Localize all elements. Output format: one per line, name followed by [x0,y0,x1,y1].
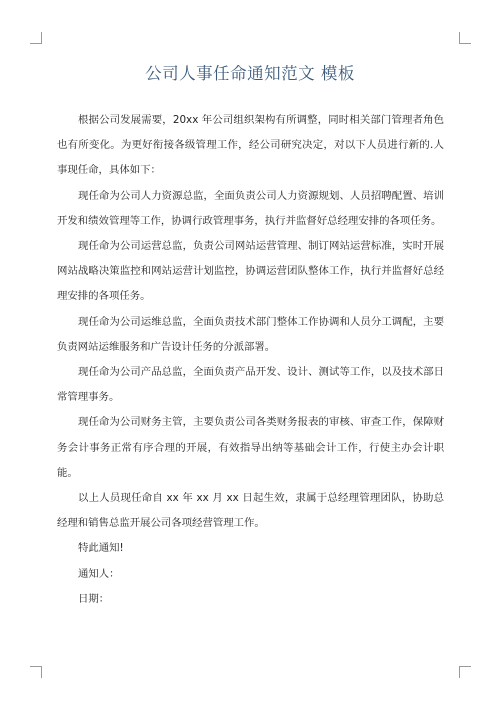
document-body [57,108,444,612]
bottom-left-margin-mark [30,666,42,678]
date-label: 日期： [78,592,110,605]
appointment-maintenance-director: 现任命为公司运维总监，全面负责技术部门整体工作协调和人员分工调配，主要负责网站运维服务和广告设计任务的分派部署。 [57,315,444,353]
appointment-finance-supervisor: 现任命为公司财务主管，主要负责公司各类财务报表的审核、审查工作，保障财务会计事务正常有序合理的开展，有效指导出纳等基础会计工作，行使主办会计职能。 [57,416,444,479]
appointment-operations-director: 现任命为公司运营总监，负责公司网站运营管理、制订网站运营标准，实时开展网站战略决策监控和网站运营计划监控，协调运营团队整体工作，执行并监督好总经理安排的各项任务。 [57,240,444,303]
appointment-hr-director: 现任命为公司人力资源总监，全面负责公司人力资源规划、人员招聘配置、培训开发和绩效管理等工作，协调行政管理事务，执行并监督好总经理安排的各项任务。 [57,189,444,227]
top-left-margin-mark [30,32,42,44]
intro-paragraph: 根据公司发展需要，20xx 年公司组织架构有所调整，同时相关部门管理者角色也有所变化。为更好衔接各级管理工作，经公司研究决定，对以下人员进行新的.人事现任命，具体如下： [57,114,444,177]
notice-line: 特此通知! [78,542,124,555]
notifier-label: 通知人： [78,567,120,580]
bottom-right-margin-mark [459,666,471,678]
document-title: 公司人事任命通知范文 模板 [145,64,355,83]
effective-date-paragraph: 以上人员现任命自 xx 年 xx 月 xx 日起生效，隶属于总经理管理团队，协助总经理和销售总监开展公司各项经营管理工作。 [57,492,444,530]
top-right-margin-mark [459,32,471,44]
appointment-product-director: 现任命为公司产品总监，全面负责产品开发、设计、测试等工作，以及技术部日常管理事务。 [57,366,444,404]
